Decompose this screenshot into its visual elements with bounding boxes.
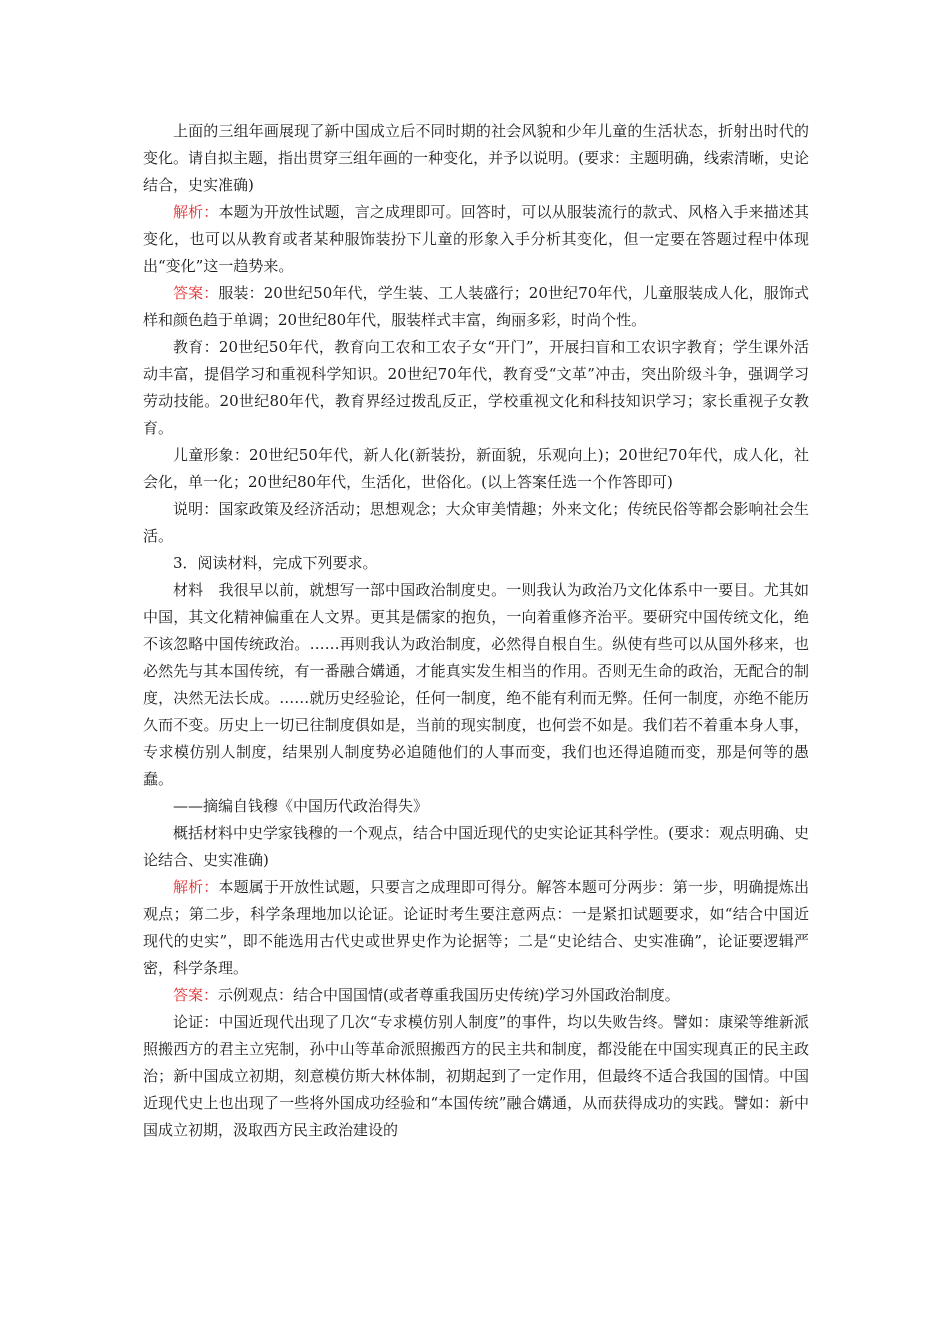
paragraph-text: ——摘编自钱穆《中国历代政治得失》 xyxy=(173,797,429,815)
paragraph-text: 儿童形象：20世纪50年代，新人化(新装扮，新面貌，乐观向上)；20世纪70年代，成人化，社会化，单一化；20世纪80年代，生活化，世俗化。(以上答案任选一个作答即可) xyxy=(143,446,809,491)
paragraph-text: 3．阅读材料，完成下列要求。 xyxy=(173,554,378,572)
paragraph-text: 示例观点：结合中国国情(或者尊重我国历史传统)学习外国政治制度。 xyxy=(218,986,680,1004)
paragraph-text: 服装：20世纪50年代，学生装、工人装盛行；20世纪70年代，儿童服装成人化，服饰式样和颜色趋于单调；20世纪80年代，服装样式丰富，绚丽多彩，时尚个性。 xyxy=(143,284,809,329)
answer-label: 答案： xyxy=(173,986,219,1004)
answer-paragraph xyxy=(143,982,809,1009)
analysis-paragraph xyxy=(143,874,809,982)
document-page xyxy=(143,118,809,1144)
note-paragraph xyxy=(143,496,809,550)
paragraph-text: 教育：20世纪50年代，教育向工农和工农子女“开门”，开展扫盲和工农识字教育；学生课外活动丰富，提倡学习和重视科学知识。20世纪70年代，教育受“文革”冲击，突出阶级斗争，强调学习劳动技能。20世纪80年代，教育界经过拨乱反正，学校重视文化和科技知识学习；家长重视子女教育。 xyxy=(143,338,809,437)
material-paragraph xyxy=(143,577,809,793)
paragraph-text: 本题属于开放性试题，只要言之成理即可得分。解答本题可分两步：第一步，明确提炼出观点；第二步，科学条理地加以论证。论证时考生要注意两点：一是紧扣试题要求，如“结合中国近现代的史实”，即不能选用古代史或世界史作为论据等；二是“史论结合、史实准确”，论证要逻辑严密，科学条理。 xyxy=(143,878,809,977)
education-paragraph xyxy=(143,334,809,442)
children-image-paragraph xyxy=(143,442,809,496)
argument-paragraph xyxy=(143,1009,809,1144)
analysis-label: 解析： xyxy=(173,203,219,221)
analysis-paragraph xyxy=(143,199,809,280)
paragraph-text: 概括材料中史学家钱穆的一个观点，结合中国近现代的史实论证其科学性。(要求：观点明确、史论结合、史实准确) xyxy=(143,824,809,869)
question-prompt xyxy=(143,118,809,199)
paragraph-text: 上面的三组年画展现了新中国成立后不同时期的社会风貌和少年儿童的生活状态，折射出时代的变化。请自拟主题，指出贯穿三组年画的一种变化，并予以说明。(要求：主题明确，线索清晰，史论结合，史实准确) xyxy=(143,122,809,194)
answer-label: 答案： xyxy=(173,284,219,302)
paragraph-text: 论证：中国近现代出现了几次“专求模仿别人制度”的事件，均以失败告终。譬如：康梁等维新派照搬西方的君主立宪制，孙中山等革命派照搬西方的民主共和制度，都没能在中国实现真正的民主政治；新中国成立初期，刻意模仿斯大林体制，初期起到了一定作用，但最终不适合我国的国情。中国近现代史上也出现了一些将外国成功经验和“本国传统”融合媾通，从而获得成功的实践。譬如：新中国成立初期，汲取西方民主政治建设的 xyxy=(143,1013,809,1139)
paragraph-text: 本题为开放性试题，言之成理即可。回答时，可以从服装流行的款式、风格入手来描述其变化，也可以从教育或者某种服饰装扮下儿童的形象入手分析其变化，但一定要在答题过程中体现出“变化”这一趋势来。 xyxy=(143,203,809,275)
material-source xyxy=(143,793,809,820)
paragraph-text: 材料 我很早以前，就想写一部中国政治制度史。一则我认为政治乃文化体系中一要目。尤其如中国，其文化精神偏重在人文界。更其是儒家的抱负，一向着重修齐治平。要研究中国传统文化，绝不该忽略中国传统政治。……再则我认为政治制度，必然得自根自生。纵使有些可以从国外移来，也必然先与其本国传统，有一番融合媾通，才能真实发生相当的作用。否则无生命的政治，无配合的制度，决然无法长成。……就历史经验论，任何一制度，绝不能有利而无弊。任何一制度，亦绝不能历久而不变。历史上一切已往制度俱如是，当前的现实制度，也何尝不如是。我们若不着重本身人事，专求模仿别人制度，结果别人制度势必追随他们的人事而变，我们也还得追随而变，那是何等的愚蠢。 xyxy=(143,581,809,788)
analysis-label: 解析： xyxy=(173,878,219,896)
question-prompt xyxy=(143,820,809,874)
answer-paragraph xyxy=(143,280,809,334)
paragraph-text: 说明：国家政策及经济活动；思想观念；大众审美情趣；外来文化；传统民俗等都会影响社会生活。 xyxy=(143,500,809,545)
question-title xyxy=(143,550,809,577)
